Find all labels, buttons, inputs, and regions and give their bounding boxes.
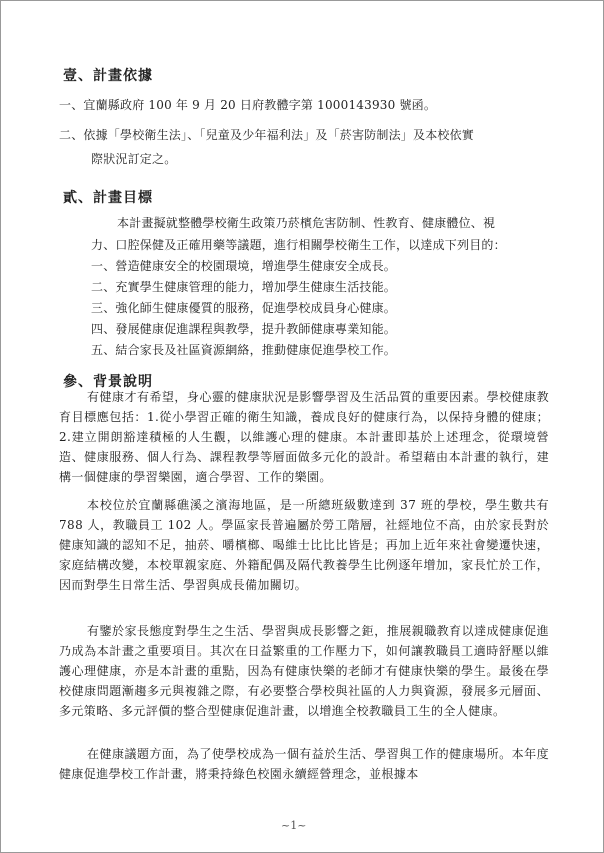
section-2-heading: 貳、計畫目標: [63, 190, 153, 206]
goal-item-2: 二、充實學生健康管理的能力，增加學生健康生活技能。: [91, 280, 397, 294]
goal-item-3: 三、強化師生健康優質的服務，促進學校成員身心健康。: [91, 301, 397, 315]
background-paragraph-4: 在健康議題方面，為了使學校成為一個有益於生活、學習與工作的健康場所。本年度健康促進學校工作計畫，將秉持綠色校園永續經營理念，並根據本: [59, 747, 549, 781]
section-1-heading: 壹、計畫依據: [63, 68, 153, 84]
goal-item-1: 一、營造健康安全的校園環境，增進學生健康安全成長。: [91, 259, 397, 273]
page-number: ~1~: [281, 819, 307, 832]
background-paragraph-1: 有健康才有希望，身心靈的健康狀況是影響學習及生活品質的重要因素。學校健康教育目標應包括：1.從小學習正確的衛生知識，養成良好的健康行為，以保持身體的健康；2.建立開朗豁達積極的人生觀，以維護心理的健康。本計畫即基於上述理念，從環境營造、健康服務、個人行為、課程教學等層面做多元化的設計。希望藉由本計畫的執行，建構一個健康的學習樂園，適合學習、工作的樂園。: [59, 390, 549, 484]
goal-item-5: 五、結合家長及社區資源網絡，推動健康促進學校工作。: [91, 343, 397, 357]
section-2-intro-line-1: 本計畫擬就整體學校衛生政策乃菸檳危害防制、性教育、健康體位、視: [117, 216, 496, 230]
background-paragraph-2: 本校位於宜蘭縣礁溪之濱海地區，是一所總班級數達到 37 班的學校，學生數共有 788 人，教職員工 102 人。學區家長普遍屬於勞工階層，社經地位不高，由於家長對於健康知識的認知不足，抽菸、嚼檳榔、喝維士比比比皆是；再加上近年來社會變遷快速，家庭結構改變，本校單親家庭、外籍配偶及隔代教養學生比例逐年增加，家長忙於工作，因而對學生日常生活、學習與成長備加關切。: [59, 498, 549, 592]
section-1-item-2: 二、依據「學校衛生法」、「兒童及少年福利法」及「菸害防制法」及本校依實: [59, 128, 475, 142]
section-1-item-2-continued: 際狀況訂定之。: [91, 152, 177, 166]
section-3-heading: 參、背景說明: [63, 374, 153, 390]
section-1-item-1: 一、宜蘭縣政府 100 年 9 月 20 日府教體字第 1000143930 號函。: [59, 98, 437, 112]
section-2-intro-line-2: 力、口腔保健及正確用藥等議題，進行相關學校衛生工作，以達成下列目的：: [91, 238, 506, 252]
goal-item-4: 四、發展健康促進課程與教學，提升教師健康專業知能。: [91, 322, 397, 336]
background-paragraph-3: 有鑒於家長態度對學生之生活、學習與成長影響之鉅，推展親職教育以達成健康促進乃成為本計畫之重要項目。其次在日益繁重的工作壓力下，如何讓教職員工適時舒壓以維護心理健康，亦是本計畫的重點，因為有健康快樂的老師才有健康快樂的學生。最後在學校健康問題漸趨多元與複雜之際，有必要整合學校與社區的人力與資源，發展多元層面、多元策略、多元評價的整合型健康促進計畫，以增進全校教職員工生的全人健康。: [59, 624, 549, 718]
